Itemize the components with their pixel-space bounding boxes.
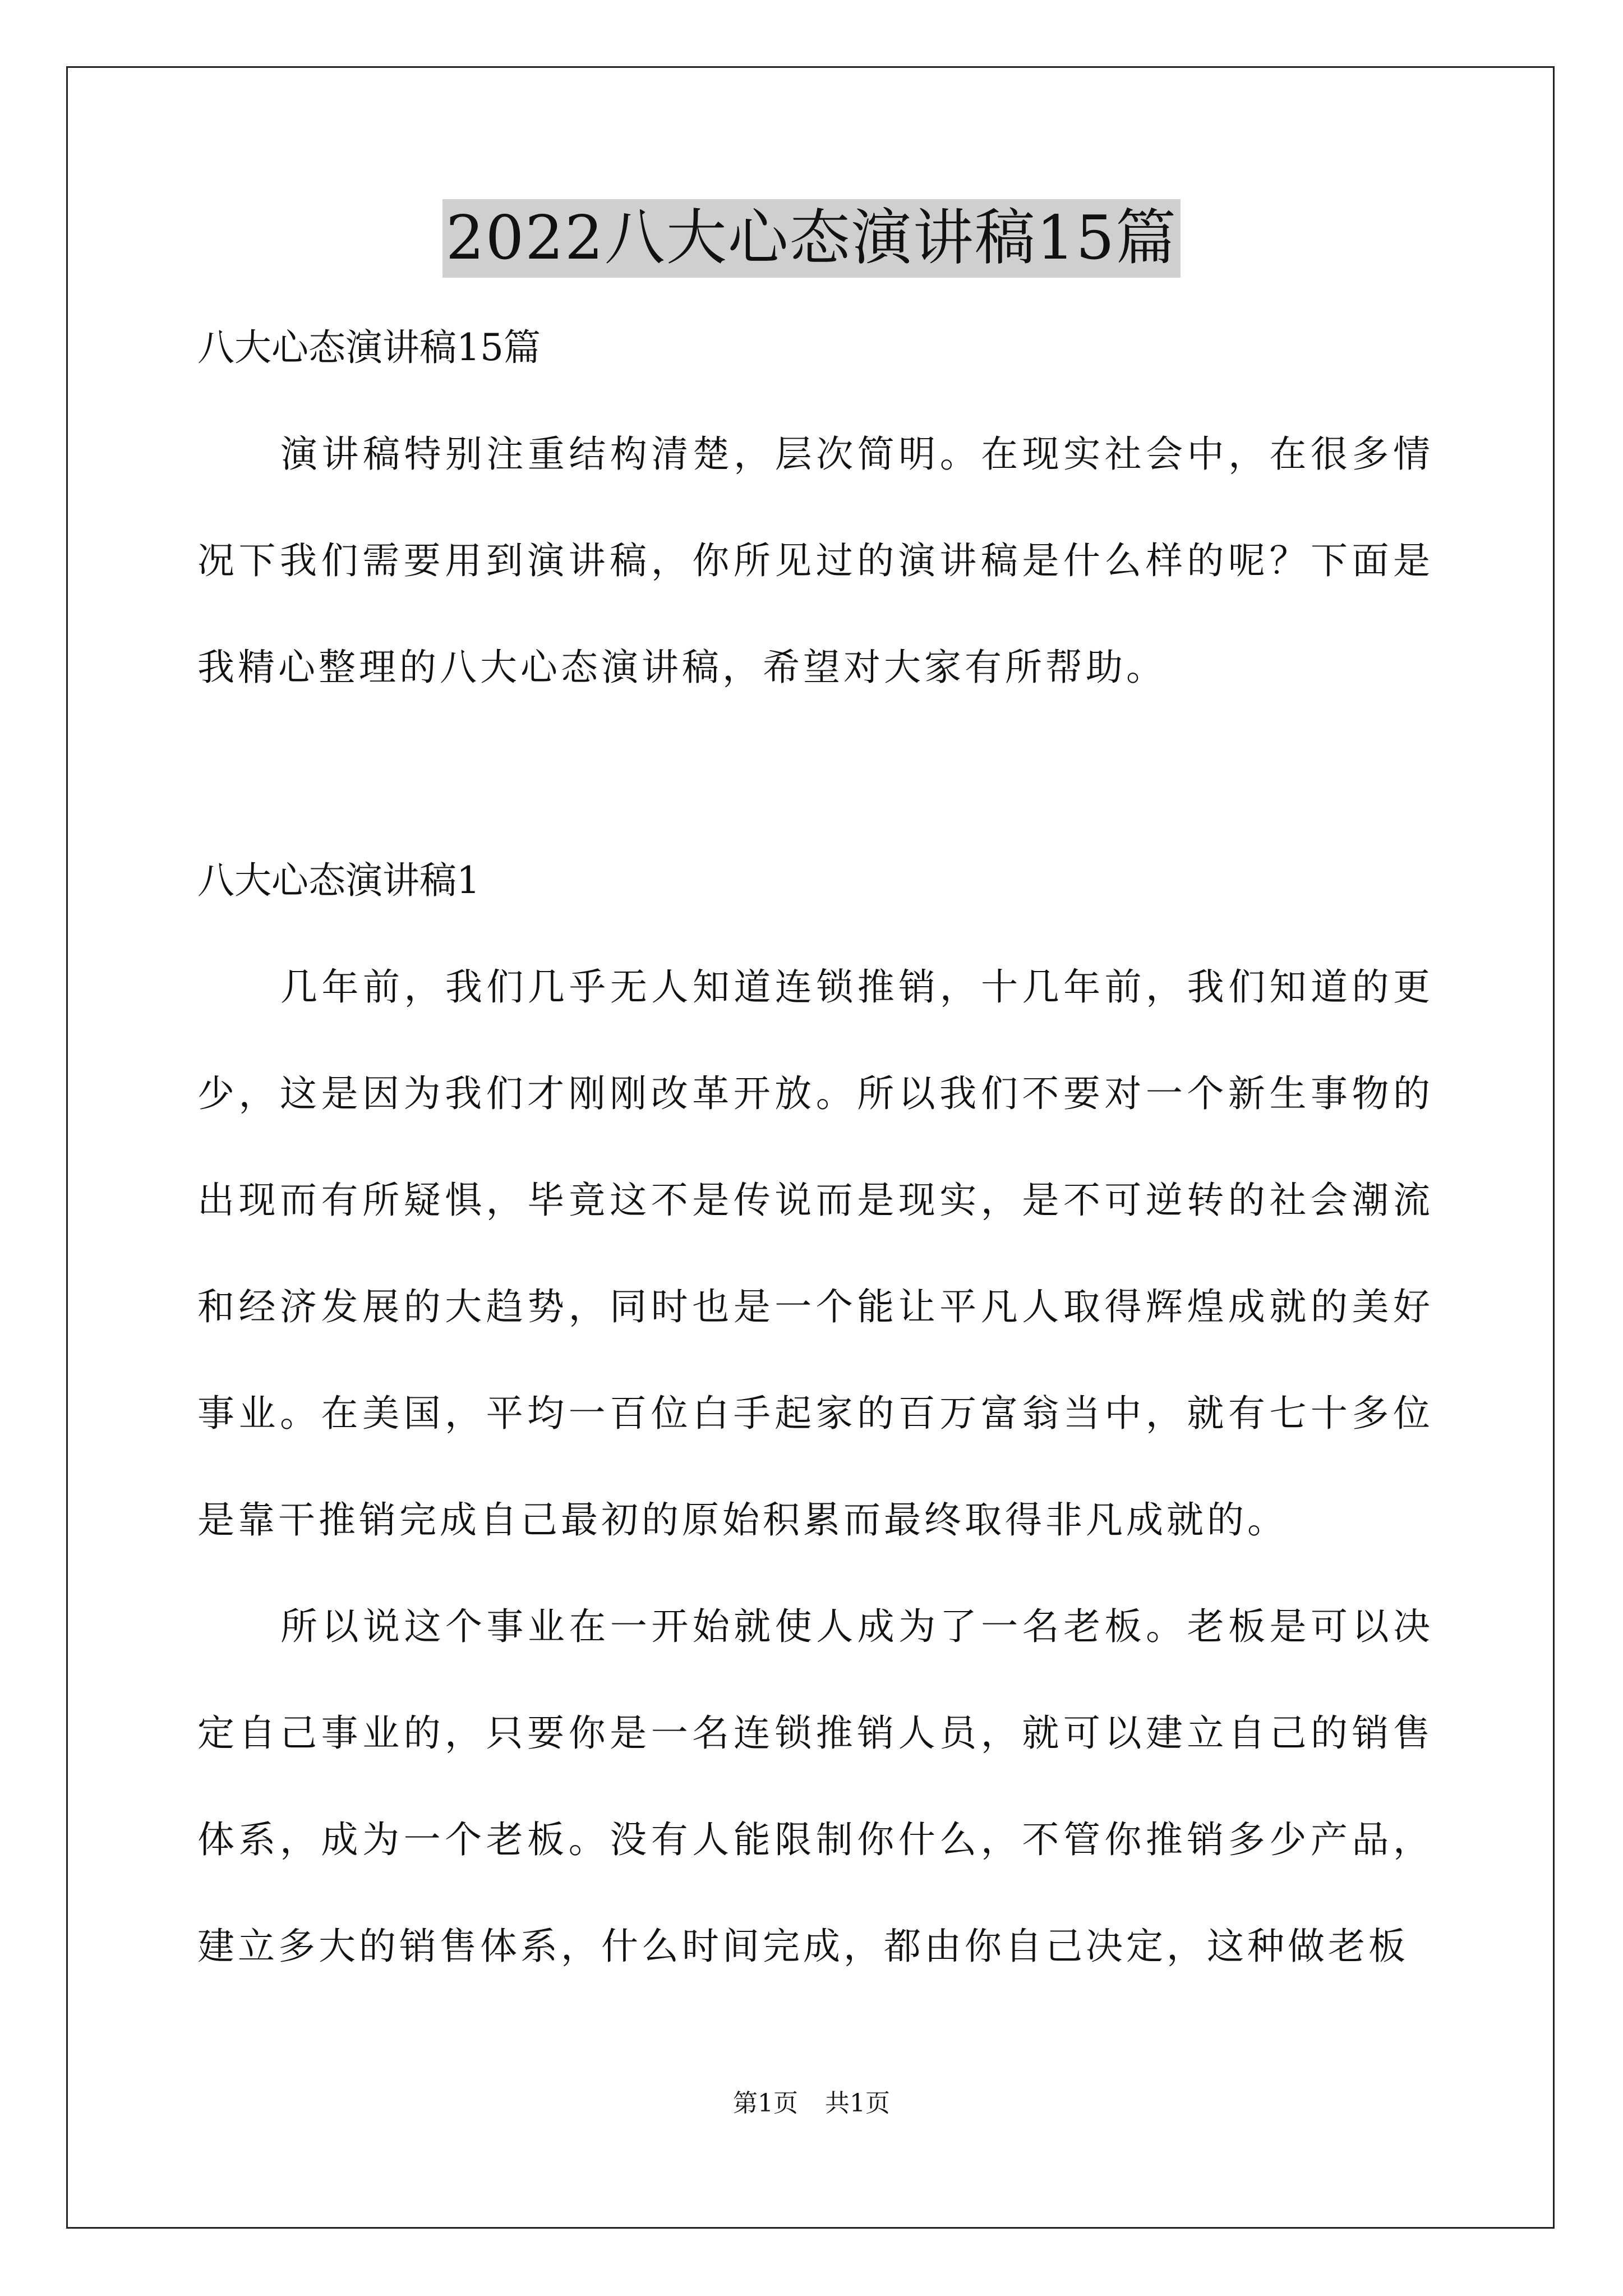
title-container [0,199,1623,278]
page-footer [0,2087,1623,2120]
intro-paragraph: 演讲稿特别注重结构清楚，层次简明。在现实社会中，在很多情况下我们需要用到演讲稿，你所见过的演讲稿是什么样的呢？下面是我精心整理的八大心态演讲稿，希望对大家有所帮助。 [197,432,1433,689]
body-paragraph: 几年前，我们几乎无人知道连锁推销，十几年前，我们知道的更少，这是因为我们才刚刚改革开放。所以我们不要对一个新生事物的出现而有所疑惧，毕竟这不是传说而是现实，是不可逆转的社会潮流和经济发展的大趋势，同时也是一个能让平凡人取得辉煌成就的美好事业。在美国，平均一百位白手起家的百万富翁当中，就有七十多位是靠干推销完成自己最初的原始积累而最终取得非凡成就的。 [197,965,1433,1542]
document-body [197,295,1433,2000]
document-title: 2022八大心态演讲稿15篇 [442,199,1181,278]
section-heading: 八大心态演讲稿1 [197,859,480,902]
document-subtitle: 八大心态演讲稿15篇 [197,326,541,369]
page-number: 第1页 [733,2089,798,2118]
page-total: 共1页 [825,2089,890,2118]
section-spacer [197,721,1433,827]
body-paragraph: 所以说这个事业在一开始就使人成为了一名老板。老板是可以决定自己事业的，只要你是一名连锁推销人员，就可以建立自己的销售体系，成为一个老板。没有人能限制你什么，不管你推销多少产品，建立多大的销售体系，什么时间完成，都由你自己决定，这种做老板 [197,1605,1433,1968]
